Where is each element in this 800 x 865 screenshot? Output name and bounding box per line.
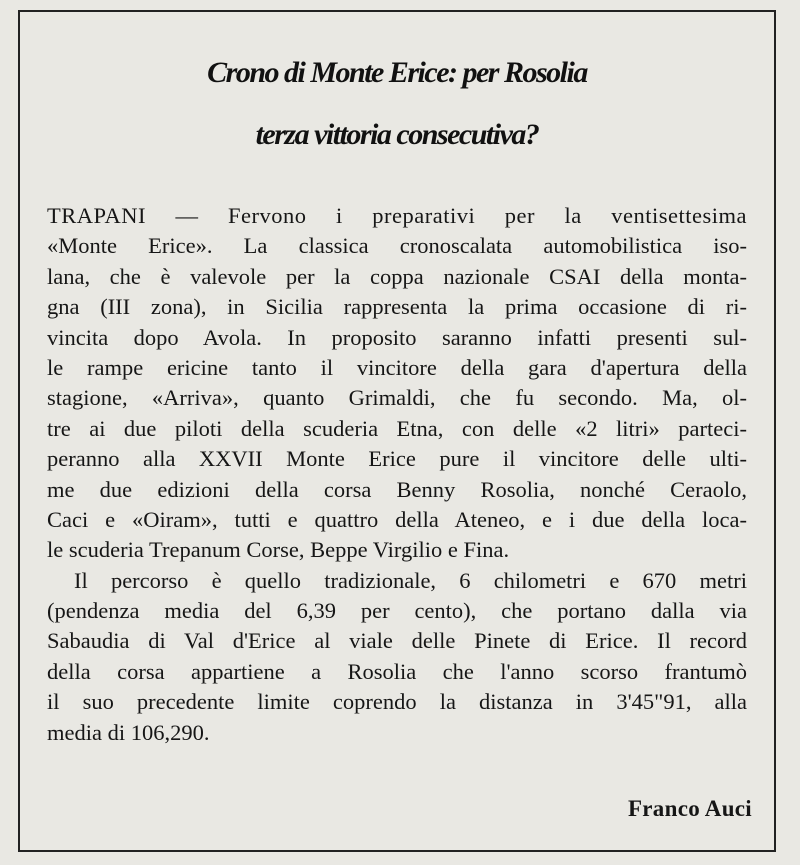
text-line: vincita dopo Avola. In proposito saranno infatti presenti sul- [47,324,747,350]
text-line: della corsa appartiene a Rosolia che l'anno scorso frantumò [47,658,747,684]
headline-line-1: Crono di Monte Erice: per Rosolia [207,56,587,89]
text-line: stagione, «Arriva», quanto Grimaldi, che fu secondo. Ma, ol- [47,385,747,411]
text-line: le rampe ericine tanto il vincitore della gara d'apertura della [47,354,747,380]
text-line: Caci e «Oiram», tutti e quattro della Ateneo, e i due della loca- [47,506,747,532]
text-line: me due edizioni della corsa Benny Rosolia, nonché Ceraolo, [47,476,747,502]
text-line: peranno alla XXVII Monte Erice pure il vincitore delle ulti- [47,446,747,472]
text-line: le scuderia Trepanum Corse, Beppe Virgilio e Fina. [47,537,510,563]
text-line: tre ai due piloti della scuderia Etna, con delle «2 litri» parteci- [47,415,747,441]
article-body [47,201,747,748]
text-line: lana, che è valevole per la coppa nazionale CSAI della monta- [47,263,747,289]
text-line: Sabaudia di Val d'Erice al viale delle Pinete di Erice. Il record [47,628,747,654]
paragraph-1 [47,201,747,566]
text-line: TRAPANI — Fervono i preparativi per la ventisettesima [47,203,747,228]
byline: Franco Auci [627,796,752,821]
text-line: gna (III zona), in Sicilia rappresenta la prima occasione di ri- [47,294,747,320]
headline-line-2: terza vittoria consecutiva? [255,118,539,151]
text-line: (pendenza media del 6,39 per cento), che portano dalla via [47,598,747,624]
text-line: media di 106,290. [47,719,210,745]
text-line: «Monte Erice». La classica cronoscalata automobilistica iso- [47,233,747,259]
paragraph-2 [47,566,747,748]
text-line: il suo precedente limite coprendo la distanza in 3'45"91, alla [47,689,747,715]
headline [18,42,776,166]
text-line: Il percorso è quello tradizionale, 6 chilometri e 670 metri [74,567,747,593]
